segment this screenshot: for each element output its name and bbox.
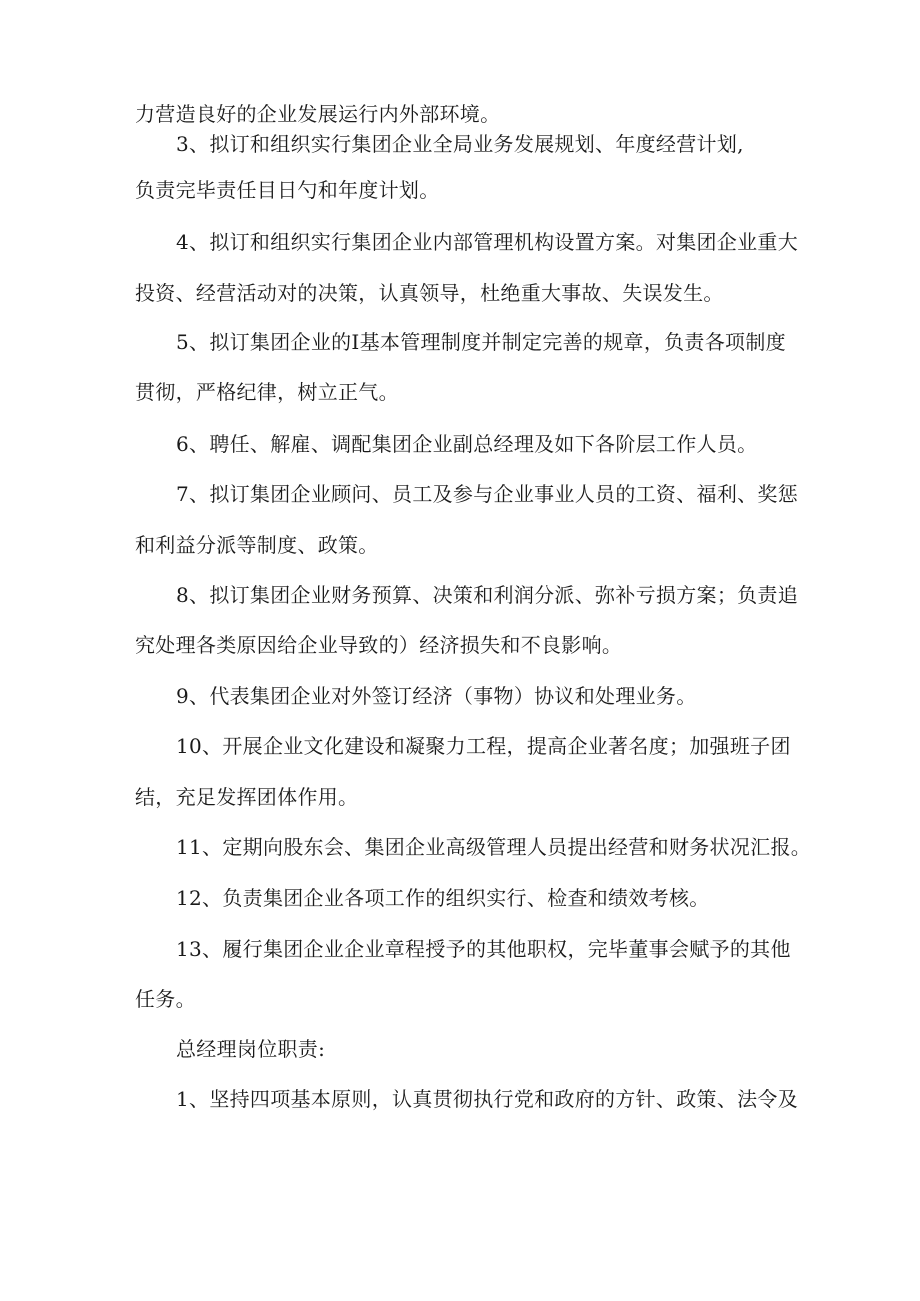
text-line-item-4-cont: 投资、经营活动对的决策，认真领导，杜绝重大事故、失误发生。 (135, 281, 724, 305)
text-line-item-13-cont: 任务。 (135, 987, 196, 1011)
text-line-item-13: 13、履行集团企业企业章程授予的其他职权，完毕董事会赋予的其他 (176, 937, 791, 961)
text-line-item-8-cont: 究处理各类原因给企业导致的）经济损失和不良影响。 (135, 633, 623, 657)
text-line-item-12: 12、负责集团企业各项工作的组织实行、检查和绩效考核。 (176, 886, 710, 910)
text-line-gm-item-1: 1、坚持四项基本原则，认真贯彻执行党和政府的方针、政策、法令及 (176, 1087, 799, 1111)
text-line-item-10: 10、开展企业文化建设和凝聚力工程，提高企业著名度；加强班子团 (176, 734, 791, 758)
text-line-continuation: 力营造良好的企业发展运行内外部环境。 (135, 102, 501, 126)
text-line-item-7: 7、拟订集团企业顾问、员工及参与企业事业人员的工资、福利、奖惩 (176, 482, 799, 506)
text-line-item-3: 3、拟订和组织实行集团企业全局业务发展规划、年度经营计划, (176, 132, 744, 156)
text-line-item-5-cont: 贯彻，严格纪律，树立正气。 (135, 380, 399, 404)
text-line-item-9: 9、代表集团企业对外签订经济（事物）协议和处理业务。 (176, 684, 697, 708)
text-line-item-7-cont: 和利益分派等制度、政策。 (135, 533, 379, 557)
section-heading-gm-duties: 总经理岗位职责: (176, 1037, 326, 1061)
text-line-item-11: 11、定期向股东会、集团企业高级管理人员提出经营和财务状况汇报。 (176, 835, 812, 859)
text-line-item-6: 6、聘任、解雇、调配集团企业副总经理及如下各阶层工作人员。 (176, 432, 758, 456)
text-line-item-5: 5、拟订集团企业的I基本管理制度并制定完善的规章，负责各项制度 (176, 330, 786, 354)
text-line-item-8: 8、拟订集团企业财务预算、决策和利润分派、弥补亏损方案；负责追 (176, 583, 799, 607)
text-line-item-10-cont: 结，充足发挥团体作用。 (135, 785, 359, 809)
text-line-item-3-cont: 负责完毕责任目日勺和年度计划。 (135, 178, 440, 202)
text-line-item-4: 4、拟订和组织实行集团企业内部管理机构设置方案。对集团企业重大 (176, 230, 799, 254)
